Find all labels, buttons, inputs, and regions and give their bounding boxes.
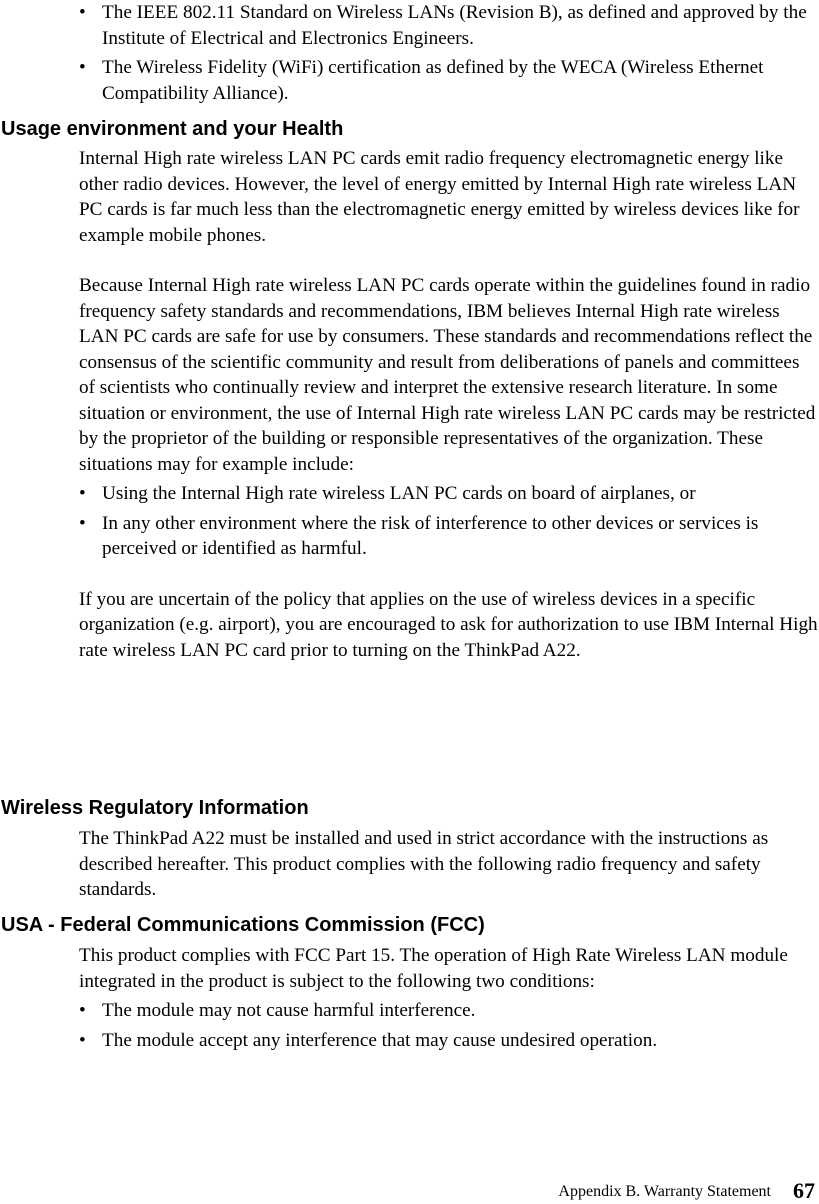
intro-bullet-list bbox=[79, 0, 819, 106]
section-heading-fcc: USA - Federal Communications Commission (FCC) bbox=[1, 914, 485, 936]
intro-section bbox=[79, 0, 819, 110]
section-heading-usage: Usage environment and your Health bbox=[1, 118, 344, 140]
section-heading-regulatory: Wireless Regulatory Information bbox=[1, 797, 309, 819]
bullet-icon: • bbox=[79, 483, 86, 504]
fcc-section bbox=[79, 943, 819, 1057]
fcc-paragraph: This product complies with FCC Part 15. The operation of High Rate Wireless LAN module integrated in the product is subject to the following two conditions: bbox=[79, 945, 788, 992]
usage-paragraph-3: If you are uncertain of the policy that applies on the use of wireless devices in a specific organization (e.g. airport), you are encouraged to ask for authorization to use IBM Internal High rate wireless LAN PC card prior to turning on the ThinkPad A22. bbox=[79, 588, 818, 661]
page-number: 67 bbox=[793, 1178, 815, 1203]
list-item bbox=[79, 55, 819, 106]
list-item bbox=[79, 511, 819, 562]
list-item bbox=[79, 1028, 819, 1054]
regulatory-paragraph: The ThinkPad A22 must be installed and used in strict accordance with the instructions as described hereafter. This product complies with the following radio frequency and safety standards. bbox=[79, 828, 769, 900]
bullet-icon: • bbox=[79, 1000, 86, 1021]
usage-section bbox=[79, 146, 819, 663]
usage-paragraph-1: Internal High rate wireless LAN PC cards emit radio frequency electromagnetic energy like other radio devices. However, the level of energy emitted by Internal High rate wireless LAN PC cards is far much less than the electromagnetic energy emitted by wireless devices like for example mobile phones. bbox=[79, 148, 800, 246]
list-item-text: The IEEE 802.11 Standard on Wireless LANs (Revision B), as defined and approved by the Institute of Electrical and Electronics Engineers. bbox=[102, 2, 807, 49]
list-item-text: The Wireless Fidelity (WiFi) certification as defined by the WECA (Wireless Ethernet Compatibility Alliance). bbox=[102, 57, 764, 104]
usage-paragraph-2: Because Internal High rate wireless LAN PC cards operate within the guidelines found in radio frequency safety standards and recommendations, IBM believes Internal High rate wireless LAN PC cards are safe for use by consumers. These standards and recommendations reflect the consensus of the scientific community and result from deliberations of panels and committees of scientists who continually review and interpret the extensive research literature. In some situation or environment, the use of Internal High rate wireless LAN PC cards may be restricted by the proprietor of the building or responsible representatives of the organization. These situations may for example include: bbox=[79, 275, 816, 475]
bullet-icon: • bbox=[79, 512, 86, 534]
usage-bullet-list bbox=[79, 481, 819, 562]
list-item-text: The module accept any interference that may cause undesired operation. bbox=[102, 1029, 658, 1051]
list-item-text: The module may not cause harmful interference. bbox=[102, 1000, 476, 1021]
bullet-icon: • bbox=[79, 1029, 86, 1051]
footer-label: Appendix B. Warranty Statement bbox=[558, 1183, 771, 1200]
list-item-text: Using the Internal High rate wireless LAN PC cards on board of airplanes, or bbox=[102, 483, 696, 504]
list-item bbox=[79, 481, 819, 507]
page-footer bbox=[419, 1174, 819, 1204]
fcc-bullet-list bbox=[79, 998, 819, 1053]
list-item bbox=[79, 0, 819, 51]
regulatory-section bbox=[79, 826, 819, 903]
bullet-icon: • bbox=[79, 57, 86, 78]
list-item-text: In any other environment where the risk of interference to other devices or services is perceived or identified as harmful. bbox=[102, 512, 759, 559]
list-item bbox=[79, 998, 819, 1024]
bullet-icon: • bbox=[79, 2, 86, 23]
